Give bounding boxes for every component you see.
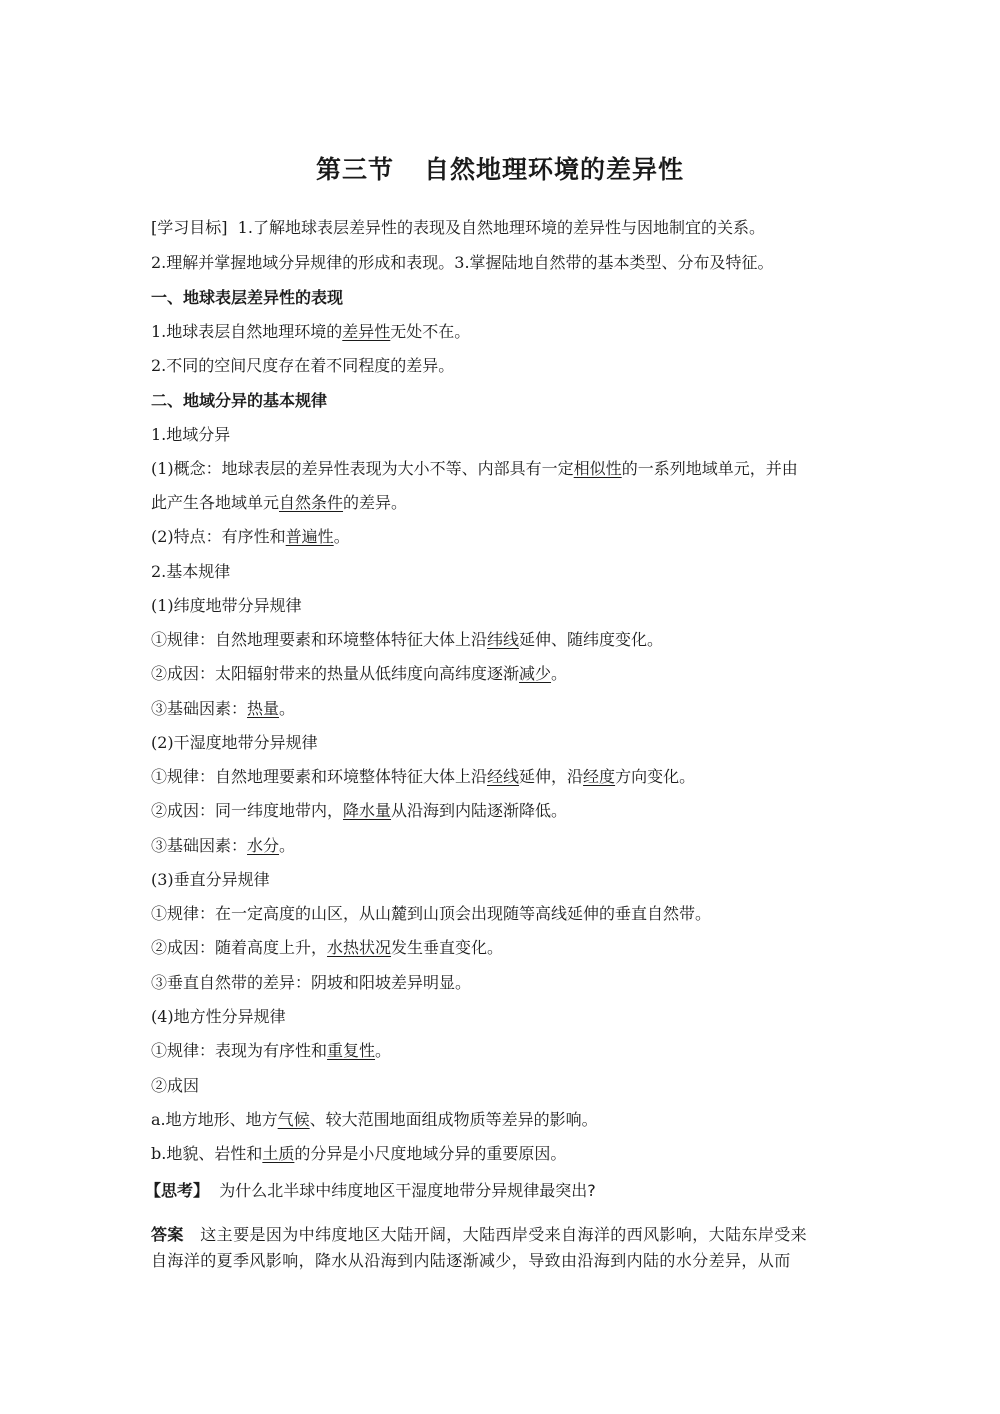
subheading: 1.地域分异 <box>151 425 231 444</box>
section-heading-1: 一、地球表层差异性的表现 <box>151 288 344 307</box>
paragraph: ①规律：表现为有序性和重复性。 <box>151 1041 392 1060</box>
answer-blank: 经度 <box>583 767 616 786</box>
paragraph: ③垂直自然带的差异：阴坡和阳坡差异明显。 <box>151 973 472 992</box>
answer-blank: 土质 <box>262 1144 295 1163</box>
answer-blank: 减少 <box>519 664 552 683</box>
subheading: (1)纬度地带分异规律 <box>151 596 302 615</box>
answer-blank: 自然条件 <box>279 493 344 512</box>
answer-blank: 差异性 <box>342 322 391 341</box>
paragraph: ②成因 <box>151 1076 200 1095</box>
paragraph: ③基础因素：水分。 <box>151 836 296 855</box>
answer-blank: 普遍性 <box>285 527 334 546</box>
answer-blank: 相似性 <box>573 459 622 478</box>
objectives-label: [学习目标] <box>151 218 228 237</box>
paragraph: (1)概念：地球表层的差异性表现为大小不等、内部具有一定相似性的一系列地域单元，并由 <box>151 459 798 478</box>
paragraph: ①规律：自然地理要素和环境整体特征大体上沿纬线延伸、随纬度变化。 <box>151 630 664 649</box>
answer-blank: 热量 <box>247 699 280 718</box>
answer-label: 答案 <box>151 1225 184 1244</box>
section-heading-2: 二、地域分异的基本规律 <box>151 391 328 410</box>
answer-blank: 水热状况 <box>327 938 392 957</box>
paragraph: 此产生各地域单元自然条件的差异。 <box>151 493 408 512</box>
paragraph: ①规律：自然地理要素和环境整体特征大体上沿经线延伸，沿经度方向变化。 <box>151 767 696 786</box>
subheading: (2)干湿度地带分异规律 <box>151 733 318 752</box>
think-question: 【思考】 为什么北半球中纬度地区干湿度地带分异规律最突出? <box>145 1181 596 1200</box>
subheading: (4)地方性分异规律 <box>151 1007 286 1026</box>
objectives-line-1: [学习目标] 1.了解地球表层差异性的表现及自然地理环境的差异性与因地制宜的关系。 <box>151 218 765 237</box>
answer-blank: 降水量 <box>343 801 392 820</box>
answer-blank: 水分 <box>247 836 280 855</box>
paragraph: b.地貌、岩性和土质的分异是小尺度地域分异的重要原因。 <box>151 1144 567 1163</box>
answer-blank: 纬线 <box>487 630 520 649</box>
subheading: 2.基本规律 <box>151 562 231 581</box>
paragraph: 1.地球表层自然地理环境的差异性无处不在。 <box>151 322 471 341</box>
paragraph: a.地方地形、地方气候、较大范围地面组成物质等差异的影响。 <box>151 1110 598 1129</box>
paragraph: 2.不同的空间尺度存在着不同程度的差异。 <box>151 356 455 375</box>
paragraph: ②成因：同一纬度地带内，降水量从沿海到内陆逐渐降低。 <box>151 801 568 820</box>
paragraph: ③基础因素：热量。 <box>151 699 296 718</box>
subheading: (3)垂直分异规律 <box>151 870 270 889</box>
paragraph: ②成因：随着高度上升，水热状况发生垂直变化。 <box>151 938 504 957</box>
paragraph: ①规律：在一定高度的山区，从山麓到山顶会出现随等高线延伸的垂直自然带。 <box>151 904 712 923</box>
answer-blank: 气候 <box>277 1110 310 1129</box>
page-title: 第三节 自然地理环境的差异性 <box>315 155 685 184</box>
paragraph: (2)特点：有序性和普遍性。 <box>151 527 350 546</box>
answer-blank: 经线 <box>487 767 520 786</box>
think-label: 【思考】 <box>145 1181 210 1200</box>
objectives-line-2: 2.理解并掌握地域分异规律的形成和表现。3.掌握陆地自然带的基本类型、分布及特征。 <box>151 253 774 272</box>
answer-blank: 重复性 <box>327 1041 376 1060</box>
paragraph: ②成因：太阳辐射带来的热量从低纬度向高纬度逐渐减少。 <box>151 664 568 683</box>
answer-line-2: 自海洋的夏季风影响，降水从沿海到内陆逐渐减少，导致由沿海到内陆的水分差异，从而 <box>151 1251 791 1270</box>
answer-line-1: 答案 这主要是因为中纬度地区大陆开阔，大陆西岸受来自海洋的西风影响，大陆东岸受来 <box>151 1225 808 1244</box>
